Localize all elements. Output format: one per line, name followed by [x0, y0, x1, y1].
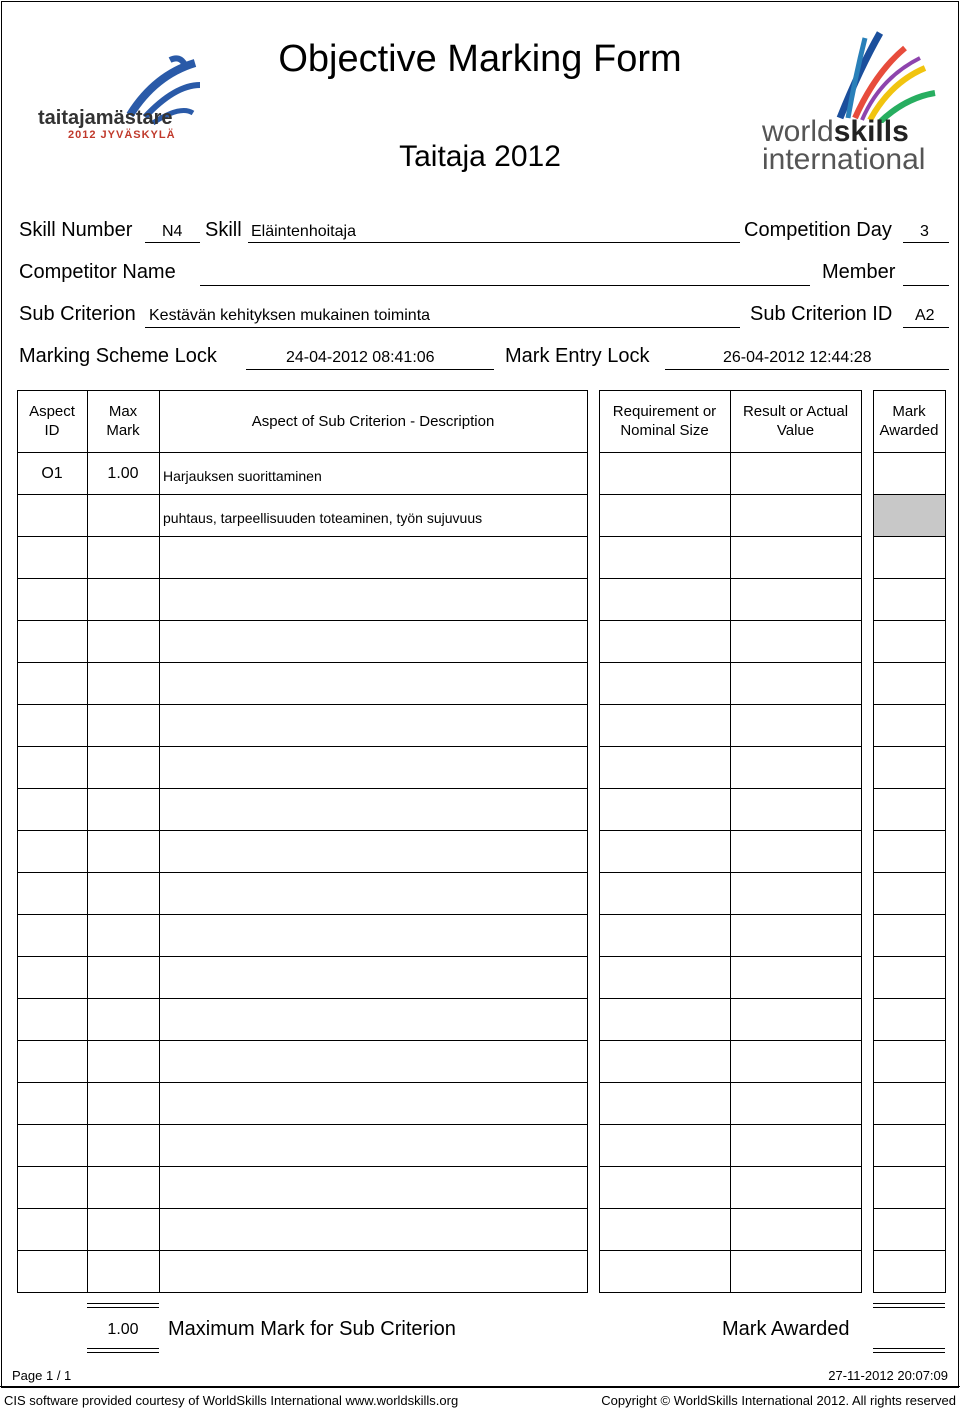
table-cell	[159, 1250, 588, 1293]
taitaja-logo-text: taitajamästare	[38, 107, 173, 129]
table-cell	[730, 704, 862, 747]
header-mark-awarded: Mark Awarded	[879, 403, 939, 439]
table-cell	[730, 914, 862, 957]
max-total-bottom-rule	[87, 1348, 159, 1353]
awarded-total-top-rule	[873, 1303, 945, 1308]
competitor-name-label: Competitor Name	[19, 261, 176, 283]
table-cell	[730, 494, 862, 537]
sub-criterion-id-value: A2	[915, 307, 935, 324]
software-credit: CIS software provided courtesy of WorldSkills International www.worldskills.org	[4, 1393, 459, 1408]
table-cell	[730, 620, 862, 663]
table-cell	[599, 1124, 731, 1167]
table-cell	[17, 914, 88, 957]
table-cell	[159, 788, 588, 831]
table-cell	[599, 620, 731, 663]
table-cell	[87, 1040, 160, 1083]
table-cell	[730, 830, 862, 873]
table-cell	[87, 1208, 160, 1251]
max-total-top-rule	[87, 1303, 159, 1308]
table-cell	[159, 620, 588, 663]
header-cell	[17, 390, 88, 453]
table-cell	[599, 578, 731, 621]
table-cell	[873, 620, 946, 663]
header-description: Aspect of Sub Criterion - Description	[251, 413, 495, 430]
table-cell	[599, 914, 731, 957]
mark-entry-lock-label: Mark Entry Lock	[505, 345, 650, 367]
marking-scheme-lock-value: 24-04-2012 08:41:06	[286, 349, 435, 366]
table-cell	[87, 998, 160, 1041]
awarded-total-bottom-rule	[873, 1348, 945, 1353]
table-cell	[599, 1040, 731, 1083]
header-result: Result or Actual Value	[742, 403, 849, 439]
max-total-label: Maximum Mark for Sub Criterion	[168, 1318, 456, 1340]
table-cell	[159, 1166, 588, 1209]
table-cell	[159, 830, 588, 873]
table-cell	[87, 494, 160, 537]
marking-scheme-lock-underline	[246, 369, 494, 370]
table-cell	[159, 956, 588, 999]
table-cell	[873, 536, 946, 579]
header-cell	[159, 390, 588, 453]
table-cell	[17, 830, 88, 873]
table-cell	[17, 1082, 88, 1125]
mark-entry-lock-value: 26-04-2012 12:44:28	[723, 349, 872, 366]
table-cell	[730, 746, 862, 789]
table-cell	[599, 788, 731, 831]
table-cell	[599, 704, 731, 747]
table-cell	[730, 1250, 862, 1293]
table-cell	[17, 998, 88, 1041]
table-cell	[17, 1166, 88, 1209]
footer-divider	[0, 1386, 960, 1387]
table-cell	[17, 1250, 88, 1293]
skill-value: Eläintenhoitaja	[251, 223, 356, 240]
table-cell	[87, 956, 160, 999]
page-number: Page 1 / 1	[12, 1368, 72, 1383]
table-cell	[159, 536, 588, 579]
table-cell	[159, 704, 588, 747]
table-cell	[730, 1082, 862, 1125]
table-cell	[873, 1124, 946, 1167]
table-cell	[873, 578, 946, 621]
table-cell	[599, 872, 731, 915]
worldskills-logo-world: world	[762, 115, 834, 148]
table-cell	[873, 998, 946, 1041]
mark-entry-lock-underline	[665, 369, 949, 370]
table-cell	[873, 662, 946, 705]
table-cell	[159, 662, 588, 705]
table-cell	[873, 1082, 946, 1125]
table-cell	[873, 1250, 946, 1293]
table-cell	[873, 872, 946, 915]
table-cell	[87, 1166, 160, 1209]
table-cell	[17, 578, 88, 621]
mark-awarded-total-label: Mark Awarded	[722, 1318, 850, 1340]
table-cell	[599, 494, 731, 537]
table-cell	[87, 620, 160, 663]
table-cell	[87, 578, 160, 621]
table-cell	[17, 662, 88, 705]
table-cell	[159, 578, 588, 621]
table-cell	[873, 1208, 946, 1251]
table-cell	[599, 1082, 731, 1125]
worldskills-logo-international: international	[762, 143, 926, 176]
header-cell	[87, 390, 160, 453]
table-cell	[87, 914, 160, 957]
table-cell	[730, 536, 862, 579]
member-underline	[903, 285, 949, 286]
table-cell	[159, 1040, 588, 1083]
header-cell	[873, 390, 946, 453]
row2-description: puhtaus, tarpeellisuuden toteaminen, työn sujuvuus	[163, 510, 483, 526]
header-max-mark: Max Mark	[106, 403, 140, 439]
table-cell	[730, 578, 862, 621]
table-cell	[17, 788, 88, 831]
header-cell	[599, 390, 731, 453]
header-requirement: Requirement or Nominal Size	[612, 403, 717, 439]
table-cell	[599, 746, 731, 789]
table-cell	[873, 830, 946, 873]
table-cell	[159, 872, 588, 915]
table-cell	[599, 998, 731, 1041]
table-cell	[87, 788, 160, 831]
table-cell	[159, 1124, 588, 1167]
sub-criterion-underline	[145, 327, 740, 328]
row1-description: Harjauksen suorittaminen	[163, 468, 322, 484]
table-cell	[730, 662, 862, 705]
table-cell	[730, 872, 862, 915]
table-cell	[159, 998, 588, 1041]
table-cell	[730, 956, 862, 999]
table-cell	[17, 1040, 88, 1083]
table-cell	[159, 746, 588, 789]
header-cell	[730, 390, 862, 453]
table-cell	[873, 746, 946, 789]
skill-number-label: Skill Number	[19, 219, 133, 241]
sub-criterion-id-underline	[903, 327, 949, 328]
table-cell	[599, 1208, 731, 1251]
table-cell	[17, 536, 88, 579]
table-cell	[730, 1208, 862, 1251]
competition-day-label: Competition Day	[744, 219, 892, 241]
table-cell	[87, 704, 160, 747]
table-cell	[873, 1040, 946, 1083]
table-cell	[87, 662, 160, 705]
form-title: Objective Marking Form	[278, 38, 682, 80]
table-cell	[17, 746, 88, 789]
table-cell	[87, 1124, 160, 1167]
taitaja-logo-subtext: 2012 JYVÄSKYLÄ	[68, 129, 176, 141]
skill-underline	[248, 242, 740, 243]
table-cell	[873, 914, 946, 957]
table-cell	[599, 956, 731, 999]
table-cell	[17, 1124, 88, 1167]
table-cell	[17, 620, 88, 663]
skill-number-value: N4	[162, 223, 183, 240]
sub-criterion-id-label: Sub Criterion ID	[750, 303, 893, 325]
table-cell	[599, 1166, 731, 1209]
table-cell	[873, 704, 946, 747]
table-cell	[159, 914, 588, 957]
table-cell	[873, 956, 946, 999]
row1-aspect-id: O1	[41, 465, 63, 482]
table-cell	[730, 1166, 862, 1209]
table-cell	[87, 746, 160, 789]
competition-day-value: 3	[920, 223, 929, 240]
table-cell	[87, 1082, 160, 1125]
worldskills-logo-skills: skills	[833, 115, 909, 148]
table-cell	[730, 1040, 862, 1083]
table-cell	[599, 452, 731, 495]
competition-day-underline	[903, 242, 949, 243]
table-cell	[599, 536, 731, 579]
table-cell	[730, 1124, 862, 1167]
table-cell	[730, 788, 862, 831]
marking-scheme-lock-label: Marking Scheme Lock	[19, 345, 217, 367]
table-cell	[599, 662, 731, 705]
member-label: Member	[822, 261, 896, 283]
row1-max-mark: 1.00	[107, 465, 139, 482]
table-cell	[599, 830, 731, 873]
print-timestamp: 27-11-2012 20:07:09	[828, 1368, 948, 1383]
table-cell	[17, 872, 88, 915]
table-cell	[159, 1082, 588, 1125]
table-cell	[873, 494, 946, 537]
table-cell	[730, 452, 862, 495]
skill-label: Skill	[205, 219, 242, 241]
form-subtitle: Taitaja 2012	[399, 140, 561, 173]
table-cell	[17, 956, 88, 999]
table-cell	[873, 452, 946, 495]
sub-criterion-value: Kestävän kehityksen mukainen toiminta	[149, 307, 431, 324]
table-cell	[87, 872, 160, 915]
sub-criterion-label: Sub Criterion	[19, 303, 136, 325]
table-cell	[17, 704, 88, 747]
competitor-name-underline	[200, 285, 810, 286]
table-cell	[17, 1208, 88, 1251]
table-cell	[87, 1250, 160, 1293]
table-cell	[873, 788, 946, 831]
table-cell	[873, 1166, 946, 1209]
skill-number-underline	[145, 242, 200, 243]
table-cell	[87, 536, 160, 579]
header-aspect-id: Aspect ID	[29, 403, 75, 439]
table-cell	[599, 1250, 731, 1293]
table-cell	[17, 494, 88, 537]
table-cell	[87, 830, 160, 873]
max-total-value: 1.00	[107, 1321, 139, 1338]
table-cell	[159, 1208, 588, 1251]
copyright: Copyright © WorldSkills International 2012. All rights reserved	[601, 1393, 956, 1408]
table-cell	[730, 998, 862, 1041]
